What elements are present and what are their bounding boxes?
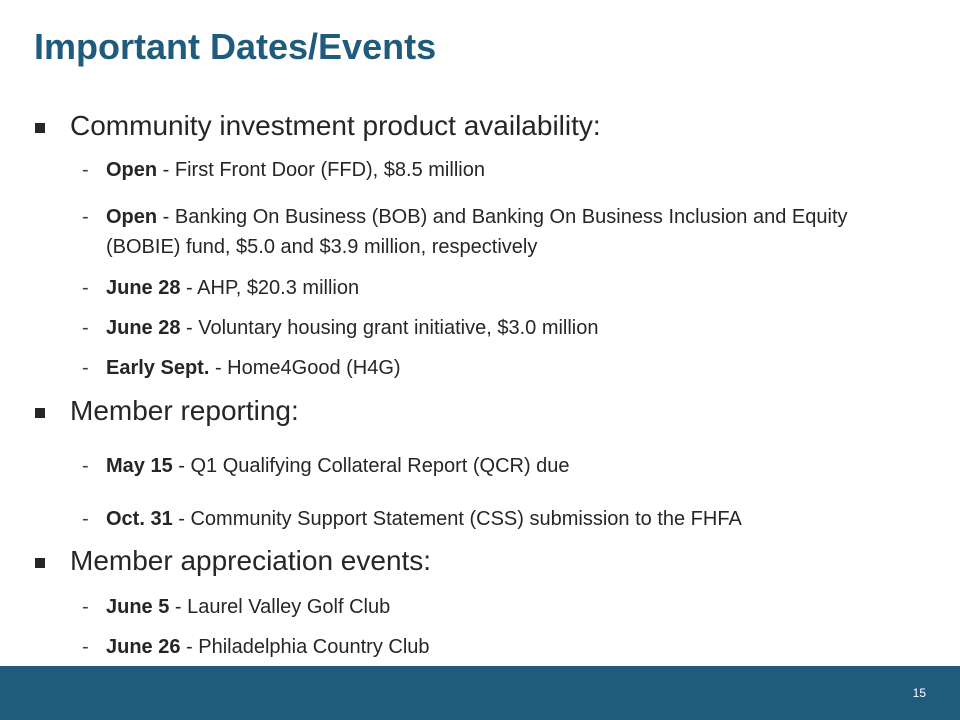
page-number: 15 [912,686,926,700]
item-text: - Home4Good (H4G) [209,357,401,379]
item-text: - Q1 Qualifying Collateral Report (QCR) due [172,455,570,477]
dash-icon: - [82,357,89,379]
item-date: June 28 [106,277,181,299]
item-text: - Community Support Statement (CSS) submission to the FHFA [172,508,742,530]
section-heading: Community investment product availability: [70,110,601,141]
item-date: Open [106,159,158,181]
dash-icon: - [82,596,89,618]
item-text: - AHP, $20.3 million [180,277,360,299]
item-date: Early Sept. [106,357,210,379]
dash-icon: - [82,159,89,181]
square-bullet-icon [35,408,45,418]
item-date: May 15 [106,455,173,477]
square-bullet-icon [35,558,45,568]
dash-icon: - [82,206,89,228]
item-date: June 26 [106,636,181,658]
section-heading: Member reporting: [70,395,299,426]
item-text: - Philadelphia Country Club [180,636,430,658]
section-heading: Member appreciation events: [70,545,432,576]
item-date: Oct. 31 [106,508,173,530]
item-date: June 28 [106,317,181,339]
item-text: - Banking On Business (BOB) and Banking On Business Inclusion and Equity (BOBIE) fund, $5.0 and $3.9 million, respectively [106,206,848,258]
dash-icon: - [82,277,89,299]
dash-icon: - [82,508,89,530]
dash-icon: - [82,317,89,339]
dash-icon: - [82,636,89,658]
item-date: June 5 [106,596,170,618]
item-text: - Laurel Valley Golf Club [169,596,391,618]
item-date: Open [106,206,158,228]
item-text: - First Front Door (FFD), $8.5 million [157,159,485,181]
dash-icon: - [82,455,89,477]
footer-bar [0,666,960,720]
square-bullet-icon [35,123,45,133]
item-text: - Voluntary housing grant initiative, $3.0 million [180,317,599,339]
slide-title: Important Dates/Events [34,26,437,67]
